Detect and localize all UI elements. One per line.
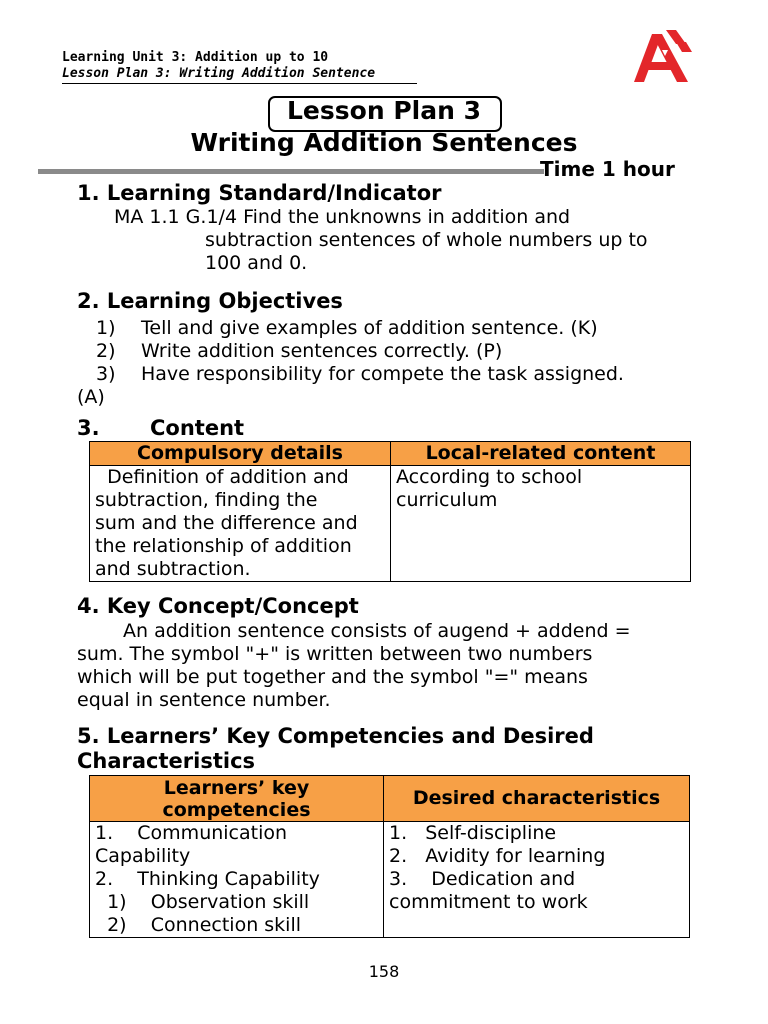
cell-line: 1. Self-discipline [389,822,557,844]
learning-unit-header: Learning Unit 3: Addition up to 10 [62,50,329,65]
competencies-table [89,775,690,938]
cell-line: and subtraction. [95,558,251,580]
cell-line: curriculum [396,489,498,511]
red-a-logo-icon [632,28,694,86]
cell-line: 2. Thinking Capability [95,868,320,890]
time-label: Time 1 hour [540,157,675,181]
section2-heading: 2. Learning Objectives [77,289,343,313]
concept-line: sum. The symbol "+" is written between two numbers [77,643,593,665]
section1-heading: 1. Learning Standard/Indicator [77,181,442,205]
page-title: Lesson Plan 3 [287,96,481,125]
cell-line: 2) Connection skill [95,914,302,936]
section5-heading: 5. Learners’ Key Competencies and Desired [77,724,594,748]
concept-line: An addition sentence consists of augend + addend = [123,620,631,642]
cell-line: commitment to work [389,891,588,913]
compulsory-details-cell [90,466,391,582]
objective-text: Write addition sentences correctly. (P) [141,340,503,362]
content-table [89,441,691,582]
cell-line: 2. Avidity for learning [389,845,606,867]
section3-number: 3. [77,416,100,440]
cell-line: subtraction, finding the [95,489,318,511]
local-content-cell [391,466,691,582]
objective-num: 1) [96,317,116,339]
page-number: 158 [368,962,400,981]
objective-text: Have responsibility for compete the task assigned. [141,363,624,385]
table-header: Compulsory details [90,442,391,466]
cell-line: Capability [95,845,191,867]
cell-line: 1) Observation skill [95,891,310,913]
lesson-plan-header: Lesson Plan 3: Writing Addition Sentence [62,66,376,81]
section4-heading: 4. Key Concept/Concept [77,594,359,618]
objective-text: Tell and give examples of addition sentence. (K) [141,317,598,339]
objective-num: 3) [96,363,116,385]
header-divider [62,83,417,84]
objective-tail: (A) [77,386,105,408]
title-rule [38,169,544,174]
table-header: Learners’ key competencies [90,776,384,822]
table-header: Desired characteristics [384,776,690,822]
cell-line: the relationship of addition [95,535,352,557]
cell-line: According to school [396,466,583,488]
table-header: Local-related content [391,442,691,466]
concept-line: which will be put together and the symbol "=" means [77,666,588,688]
competencies-cell [90,822,384,938]
characteristics-cell [384,822,690,938]
standard-line-3: 100 and 0. [205,252,308,274]
section3-heading: Content [150,416,245,440]
concept-line: equal in sentence number. [77,689,331,711]
cell-line: Definition of addition and [95,466,349,488]
standard-code-line: MA 1.1 G.1/4 Find the unknowns in addition and [114,206,571,228]
objective-num: 2) [96,340,116,362]
cell-line: sum and the difference and [95,512,358,534]
cell-line: 1. Communication [95,822,288,844]
page-subtitle: Writing Addition Sentences [190,128,578,157]
standard-line-2: subtraction sentences of whole numbers up to [205,229,648,251]
cell-line: 3. Dedication and [389,868,576,890]
section5-heading-cont: Characteristics [77,749,256,773]
